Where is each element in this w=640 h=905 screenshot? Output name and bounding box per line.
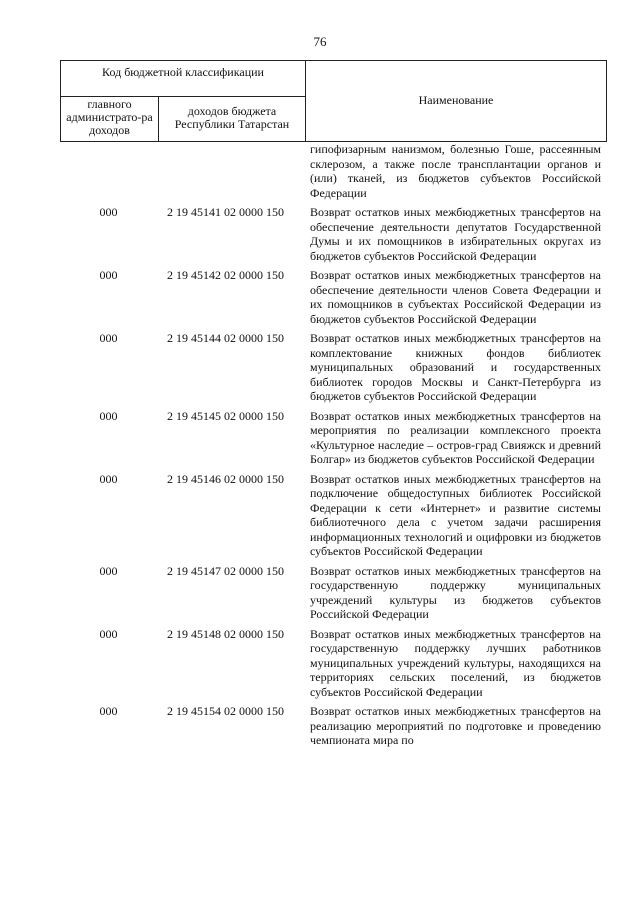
row-name: Возврат остатков иных межбюджетных трансфертов на государственную поддержку лучших работников муниципальных учреждений культуры, находящихся на территориях сельских поселений, из бюджетов субъектов Российской Федерации: [310, 626, 601, 699]
admin-code: 000: [99, 563, 118, 578]
income-code: 2 19 45154 02 0000 150: [167, 704, 284, 718]
admin-code: 000: [99, 268, 118, 282]
income-code: 2 19 45142 02 0000 150: [167, 268, 284, 282]
admin-code: 000: [99, 704, 118, 718]
table-row: [60, 202, 607, 265]
table-row: [60, 701, 607, 750]
row-name: Возврат остатков иных межбюджетных трансфертов на обеспечение деятельности депутатов Государственной Думы и их помощников в избирательных округах из бюджетов субъектов Российской Федерации: [310, 205, 601, 263]
table-row: [60, 328, 607, 406]
admin-code: 000: [99, 331, 118, 345]
admin-code: 000: [99, 471, 118, 486]
income-code: 2 19 45146 02 0000 150: [167, 471, 284, 486]
admin-code: 000: [99, 205, 118, 219]
table-header: [60, 60, 607, 142]
row-name: Возврат остатков иных межбюджетных трансфертов на реализацию мероприятий по подготовке и проведению чемпионата мира по: [310, 704, 601, 747]
row-name: Возврат остатков иных межбюджетных трансфертов на комплектование книжных фондов библиотек муниципальных образований и государственных библиотек городов Москвы и Санкт-Петербурга из бюджетов субъектов Российской Федерации: [310, 331, 601, 403]
page-number: 76: [313, 34, 327, 49]
table-row: [60, 406, 607, 469]
header-code-group: Код бюджетной классификации: [102, 65, 264, 79]
income-code: 2 19 45147 02 0000 150: [167, 563, 284, 578]
table-row-continuation: [60, 142, 607, 202]
table-row: [60, 469, 607, 561]
admin-code: 000: [99, 626, 118, 641]
row-name: Возврат остатков иных межбюджетных трансфертов на подключение общедоступных библиотек Российской Федерации к сети «Интернет» и развитие системы библиотечного дела с учетом задачи расширения информационных технологий и оцифровки из бюджетов субъектов Российской Федерации: [310, 471, 601, 558]
header-income: доходов бюджета Республики Татарстан: [174, 104, 290, 131]
income-code: 2 19 45148 02 0000 150: [167, 626, 284, 641]
income-code: 2 19 45144 02 0000 150: [167, 331, 284, 345]
income-code: 2 19 45141 02 0000 150: [167, 205, 284, 219]
budget-table: [60, 60, 607, 750]
header-name: Наименование: [418, 93, 494, 107]
admin-code: 000: [99, 408, 118, 423]
row-name: Возврат остатков иных межбюджетных трансфертов на государственную поддержку муниципальных учреждений культуры из бюджетов субъектов Российской Федерации: [310, 563, 601, 621]
table-row: [60, 265, 607, 328]
income-code: 2 19 45145 02 0000 150: [167, 408, 284, 423]
row-name: Возврат остатков иных межбюджетных трансфертов на мероприятия по реализации комплексного проекта «Культурное наследие – остров-град Свияжск и древний Болгар» из бюджетов субъектов Российской Федерации: [310, 408, 601, 466]
row-name: Возврат остатков иных межбюджетных трансфертов на обеспечение деятельности членов Совета Федерации и их помощников в субъектах Российской Федерации из бюджетов субъектов Российской Федерации: [310, 268, 601, 326]
table-row: [60, 561, 607, 624]
continuation-text: гипофизарным нанизмом, болезнью Гоше, рассеянным склерозом, а также после трансплантации органов и (или) тканей, из бюджетов субъектов Российской Федерации: [310, 142, 601, 200]
table-row: [60, 624, 607, 702]
header-admin: главного администрато-ра доходов: [66, 97, 153, 137]
